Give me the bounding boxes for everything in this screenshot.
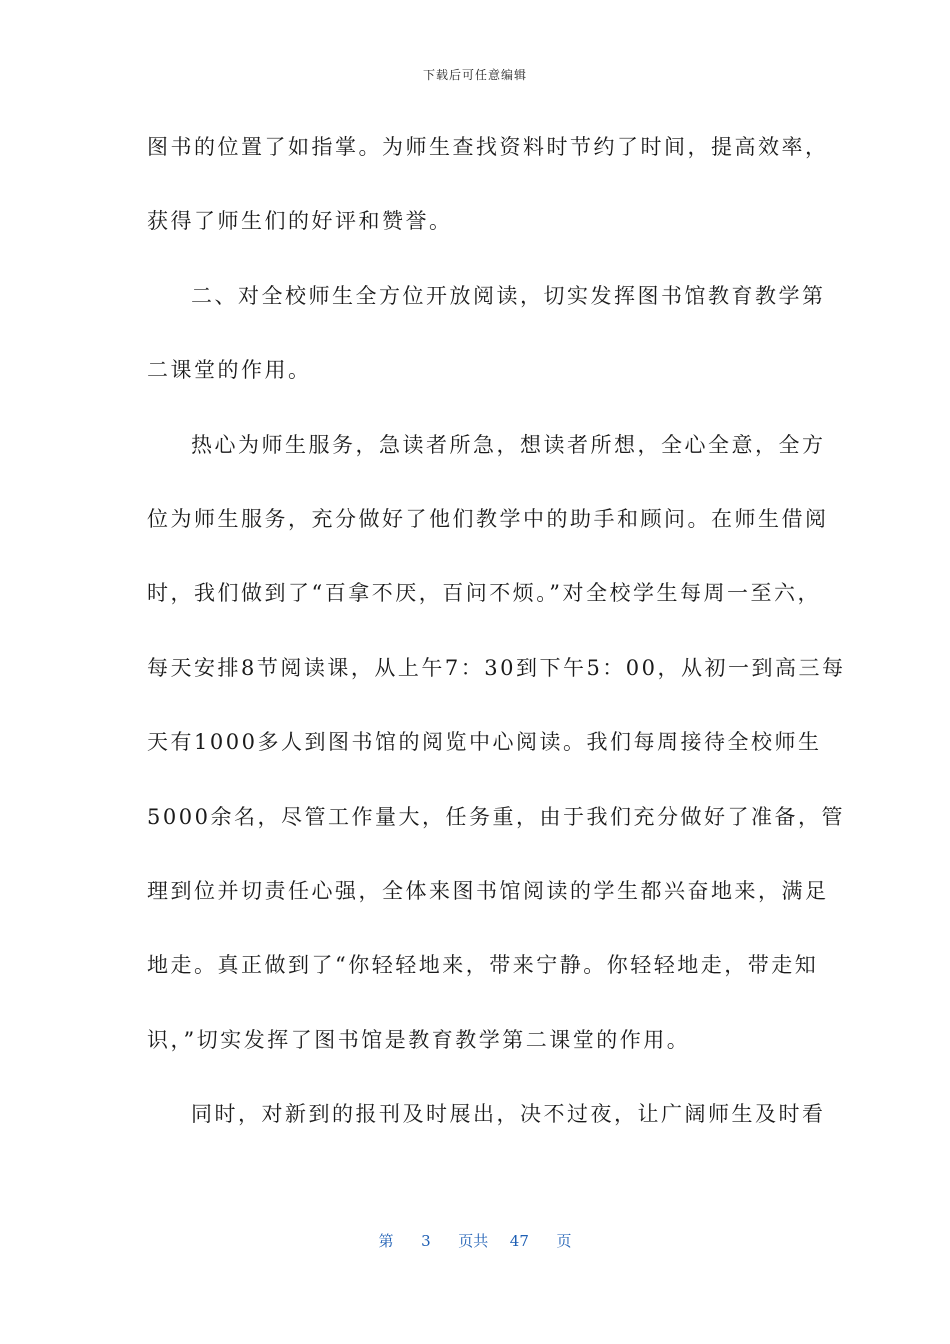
text-line: 5000余名，尽管工作量大，任务重，由于我们充分做好了准备，管 [147,804,845,829]
document-body [147,128,846,1169]
text-line: 同时，对新到的报刊及时展出，决不过夜，让广阔师生及时看 [191,1102,826,1127]
text-line: 位为师生服务，充分做好了他们教学中的助手和顾问。在师生借阅 [147,506,829,531]
page-footer [0,1230,950,1251]
text-line: 识，”切实发挥了图书馆是教育教学第二课堂的作用。 [147,1027,691,1052]
section-heading: 二、对全校师生全方位开放阅读，切实发挥图书馆教育教学第 [191,283,826,308]
text-line: 天有1000多人到图书馆的阅览中心阅读。我们每周接待全校师生 [147,730,822,755]
download-note: 下载后可任意编辑 [422,68,527,82]
total-page-number: 47 [509,1232,529,1250]
current-page-number: 3 [421,1232,431,1250]
text-line: 地走。真正做到了“你轻轻地来，带来宁静。你轻轻地走，带走知 [147,953,819,978]
section-heading-continued: 二课堂的作用。 [147,358,312,383]
text-line: 图书的位置了如指掌。为师生查找资料时节约了时间，提高效率， [147,135,829,159]
footer-middle: 页共 [458,1232,489,1250]
text-line: 时，我们做到了“百拿不厌，百问不烦。”对全校学生每周一至六， [147,581,821,606]
text-line: 热心为师生服务，急读者所急，想读者所想，全心全意，全方 [191,432,826,457]
footer-suffix: 页 [556,1232,572,1250]
text-line: 获得了师生们的好评和赞誉。 [147,209,453,234]
text-line: 每天安排8节阅读课，从上午7：30到下午5：00，从初一到高三每 [147,655,846,680]
footer-prefix: 第 [378,1232,394,1250]
text-line: 理到位并切责任心强，全体来图书馆阅读的学生都兴奋地来，满足 [147,878,829,903]
